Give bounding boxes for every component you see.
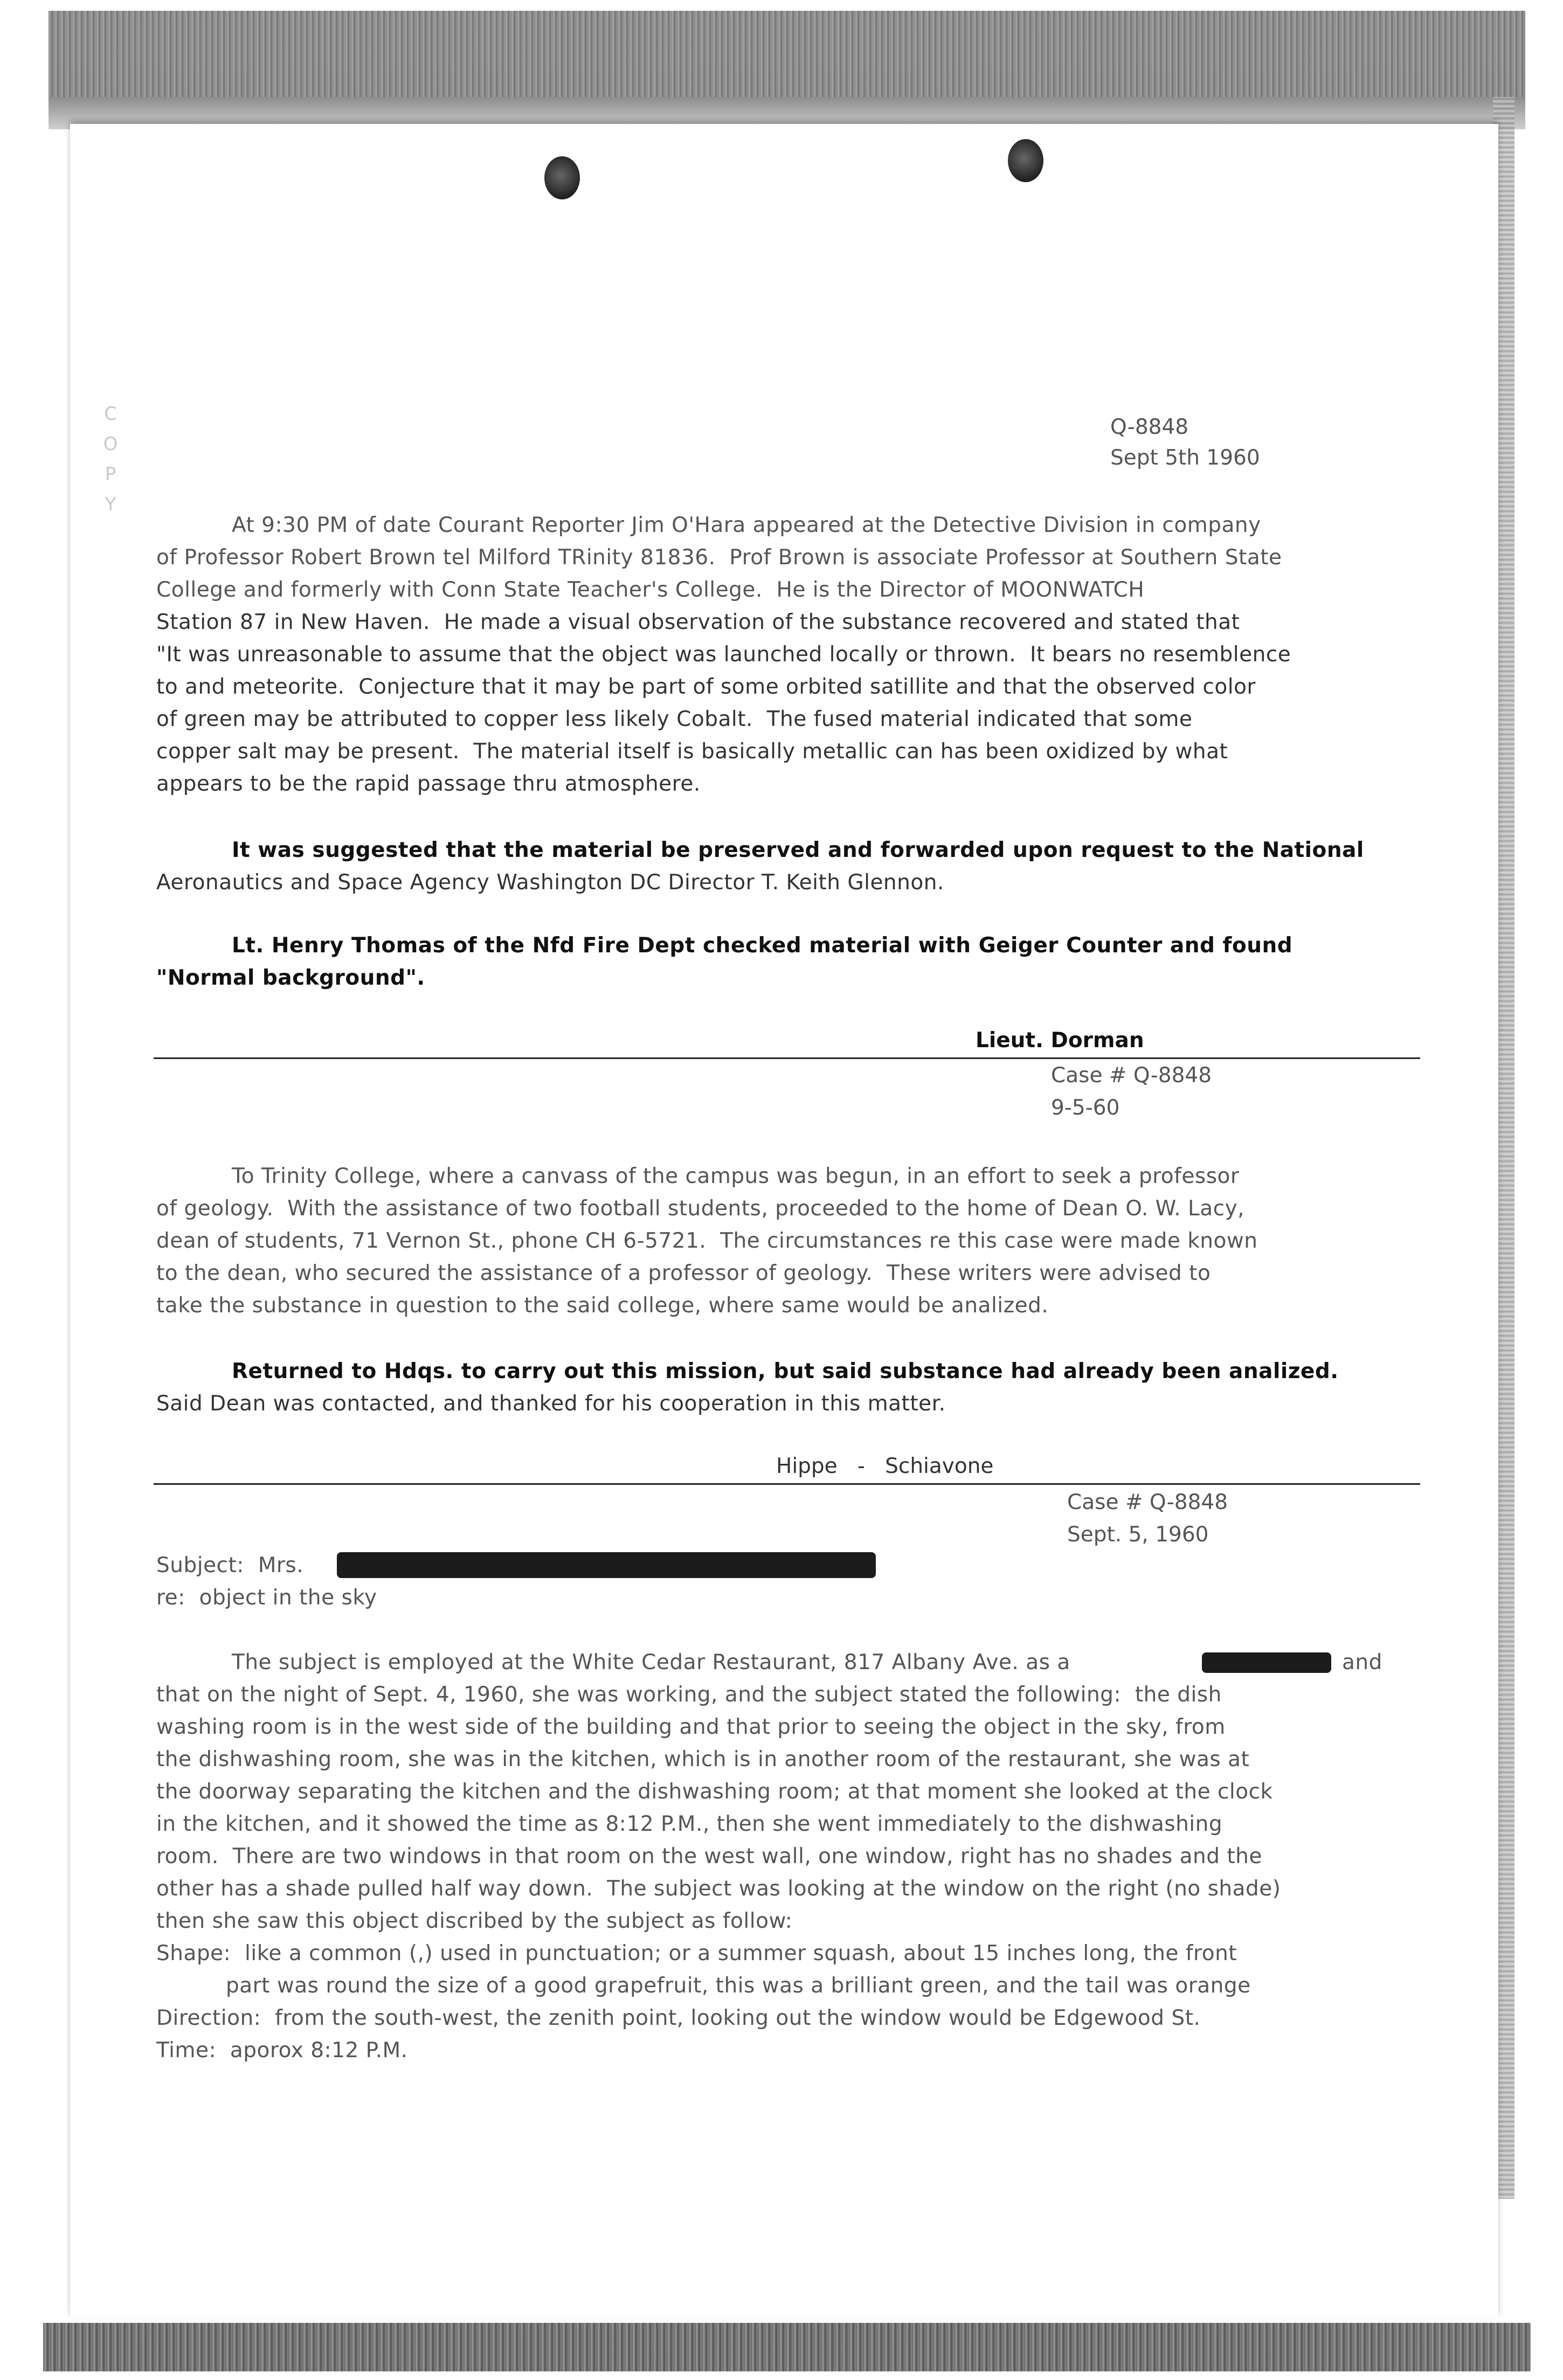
text-line: room. There are two windows in that room on the west wall, one window, right has no shades and the: [156, 1844, 1262, 1869]
text-line: Said Dean was contacted, and thanked for his cooperation in this matter.: [156, 1392, 946, 1416]
text-line: of geology. With the assistance of two football students, proceeded to the home of Dean O. W. Lacy,: [156, 1196, 1245, 1221]
text-line: other has a shade pulled half way down. The subject was looking at the window on the right (no shade): [156, 1877, 1281, 1901]
text-line: College and formerly with Conn State Teacher's College. He is the Director of MOONWATCH: [156, 578, 1145, 602]
text-line-tail: and: [1342, 1650, 1382, 1675]
text-line: Direction: from the south-west, the zenith point, looking out the window would be Edgewood St.: [156, 2006, 1201, 2030]
text-line: Station 87 in New Haven. He made a visual observation of the substance recovered and stated that: [156, 610, 1240, 634]
header-date: Sept 5th 1960: [1110, 446, 1260, 470]
text-line: Aeronautics and Space Agency Washington DC Director T. Keith Glennon.: [156, 870, 944, 895]
divider-2: [154, 1483, 1420, 1485]
copy-watermark: C O P Y: [103, 403, 118, 515]
text-line: to and meteorite. Conjecture that it may be part of some orbited satillite and that the observed color: [156, 675, 1256, 699]
text-line: Time: aporox 8:12 P.M.: [156, 2038, 408, 2063]
text-line: "Normal background".: [156, 966, 425, 990]
header-case-number: Q-8848: [1110, 415, 1189, 439]
text-line: of green may be attributed to copper less likely Cobalt. The fused material indicated that some: [156, 707, 1193, 731]
signature-dorman: Lieut. Dorman: [976, 1028, 1144, 1053]
text-line: then she saw this object discribed by the subject as follow:: [156, 1909, 793, 1933]
text-line: The subject is employed at the White Cedar Restaurant, 817 Albany Ave. as a: [232, 1650, 1070, 1675]
scan-top-edge: [49, 11, 1525, 129]
text-line: to the dean, who secured the assistance of a professor of geology. These writers were advised to: [156, 1261, 1211, 1285]
re-line: re: object in the sky: [156, 1586, 377, 1610]
text-line: the doorway separating the kitchen and the dishwashing room; at that moment she looked at the clock: [156, 1780, 1273, 1804]
text-line: To Trinity College, where a canvass of the campus was begun, in an effort to seek a professor: [232, 1164, 1240, 1188]
redaction-bar-job: [1202, 1652, 1331, 1673]
text-line: part was round the size of a good grapefruit, this was a brilliant green, and the tail was orange: [156, 1974, 1251, 1998]
punch-hole-left: [544, 156, 580, 199]
signature-hippe-schiavone: Hippe - Schiavone: [776, 1454, 994, 1478]
text-line: copper salt may be present. The material itself is basically metallic can has been oxidized by what: [156, 739, 1228, 764]
text-line: Returned to Hdqs. to carry out this mission, but said substance had already been analized.: [232, 1359, 1339, 1383]
case-ref-1-date: 9-5-60: [1051, 1096, 1120, 1120]
text-line: of Professor Robert Brown tel Milford TRinity 81836. Prof Brown is associate Professor at Southern State: [156, 545, 1282, 570]
redaction-bar-name: [337, 1552, 876, 1578]
subject-label: Subject: Mrs.: [156, 1553, 304, 1578]
text-line: take the substance in question to the said college, where same would be analized.: [156, 1293, 1049, 1318]
text-line: "It was unreasonable to assume that the object was launched locally or thrown. It bears no resemblence: [156, 642, 1291, 667]
text-line: washing room is in the west side of the building and that prior to seeing the object in the sky, from: [156, 1715, 1226, 1739]
text-line: the dishwashing room, she was in the kitchen, which is in another room of the restaurant, she was at: [156, 1747, 1250, 1772]
text-line: that on the night of Sept. 4, 1960, she was working, and the subject stated the following: the dish: [156, 1683, 1222, 1707]
text-line: At 9:30 PM of date Courant Reporter Jim O'Hara appeared at the Detective Division in company: [232, 513, 1261, 537]
punch-hole-right: [1008, 139, 1043, 182]
text-line: dean of students, 71 Vernon St., phone CH 6-5721. The circumstances re this case were made known: [156, 1229, 1258, 1253]
case-ref-1: Case # Q-8848: [1051, 1063, 1212, 1088]
divider-1: [154, 1057, 1420, 1059]
scan-bottom-edge: [43, 2323, 1531, 2371]
case-ref-2-date: Sept. 5, 1960: [1067, 1523, 1209, 1547]
text-line: appears to be the rapid passage thru atmosphere.: [156, 772, 701, 796]
text-line: Shape: like a common (,) used in punctuation; or a summer squash, about 15 inches long, the front: [156, 1941, 1237, 1966]
text-line: Lt. Henry Thomas of the Nfd Fire Dept checked material with Geiger Counter and found: [232, 933, 1293, 958]
case-ref-2: Case # Q-8848: [1067, 1490, 1228, 1514]
text-line: It was suggested that the material be preserved and forwarded upon request to the National: [232, 838, 1364, 862]
text-line: in the kitchen, and it showed the time as 8:12 P.M., then she went immediately to the dishwashing: [156, 1812, 1223, 1836]
